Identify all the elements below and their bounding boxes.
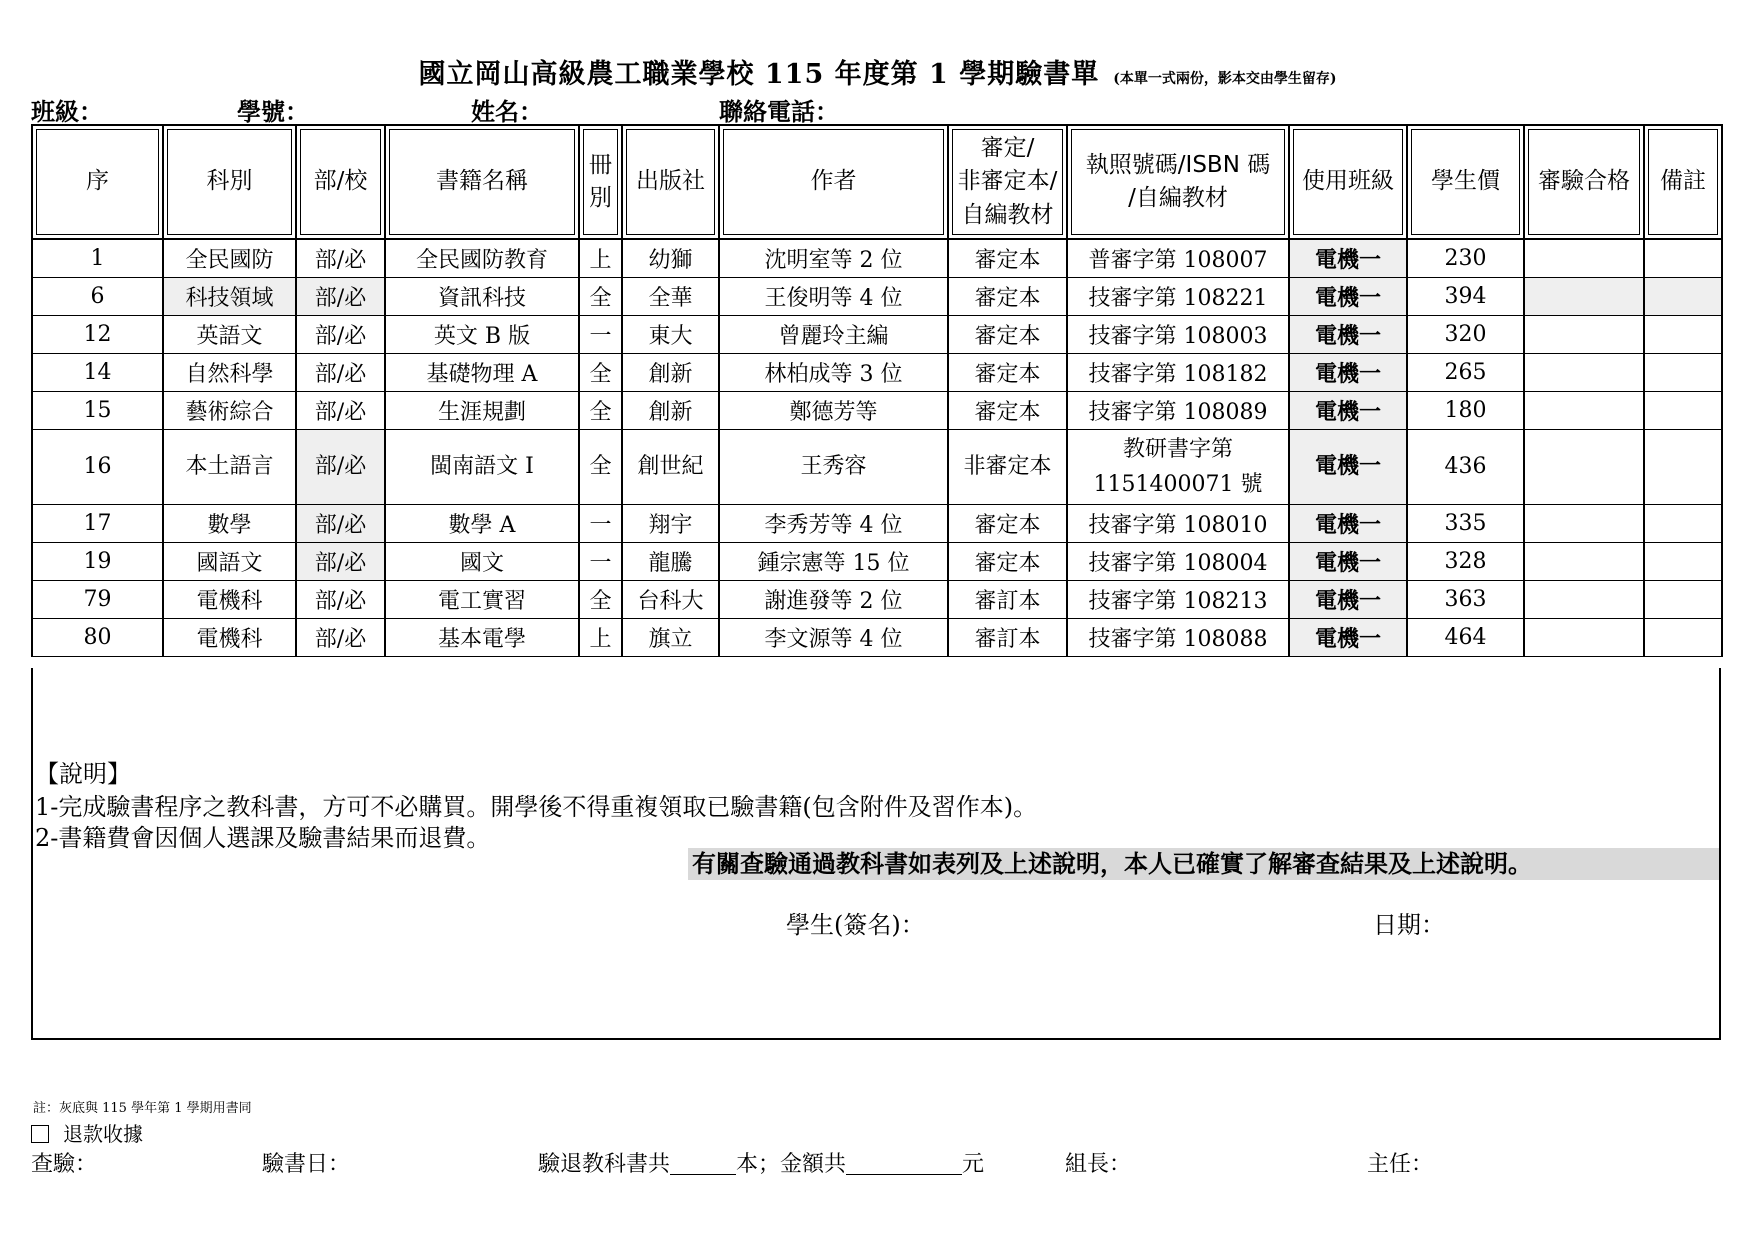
document-title [0, 52, 1755, 91]
cell-price: 436 [1407, 430, 1524, 505]
cell-author: 李文源等 4 位 [719, 619, 948, 657]
cell-class: 電機一 [1289, 239, 1407, 278]
student-signature-label: 學生(簽名)： [786, 911, 925, 939]
cell-class: 電機一 [1289, 505, 1407, 543]
cell-seq: 14 [32, 354, 163, 392]
cell-remark[interactable] [1644, 619, 1722, 657]
cell-inspection-pass[interactable] [1524, 619, 1644, 657]
cell-seq: 12 [32, 316, 163, 354]
cell-volume: 全 [579, 278, 622, 316]
name-label: 姓名： [471, 97, 543, 126]
column-header-class: 使用班級 [1289, 125, 1407, 239]
cell-seq: 17 [32, 505, 163, 543]
cell-inspection-pass[interactable] [1524, 392, 1644, 430]
cell-class: 電機一 [1289, 543, 1407, 581]
cell-inspection-pass[interactable] [1524, 505, 1644, 543]
cell-inspection-pass[interactable] [1524, 354, 1644, 392]
cell-price: 464 [1407, 619, 1524, 657]
phone-label: 聯絡電話： [719, 97, 839, 126]
cell-approval: 審訂本 [948, 581, 1067, 619]
cell-remark[interactable] [1644, 543, 1722, 581]
cell-book-name: 基本電學 [385, 619, 579, 657]
cell-seq: 15 [32, 392, 163, 430]
cell-type: 部/必 [296, 581, 385, 619]
column-header-volume: 冊 別 [579, 125, 622, 239]
column-header-book-name: 書籍名稱 [385, 125, 579, 239]
cell-author: 曾麗玲主編 [719, 316, 948, 354]
explanation-line-1: 1-完成驗書程序之教科書，方可不必購買。開學後不得重複領取已驗書籍(包含附件及習作本)。 [35, 793, 1038, 821]
cell-dept: 英語文 [163, 316, 296, 354]
cell-approval: 審訂本 [948, 619, 1067, 657]
table-row [32, 430, 1722, 505]
student-id-label: 學號： [237, 97, 309, 126]
cell-publisher: 台科大 [622, 581, 719, 619]
cell-author: 鍾宗憲等 15 位 [719, 543, 948, 581]
cell-publisher: 創新 [622, 354, 719, 392]
table-row [32, 505, 1722, 543]
cell-seq: 19 [32, 543, 163, 581]
cell-license-no: 技審字第 108004 [1067, 543, 1289, 581]
gray-shading-note: 註：灰底與 115 學年第 1 學期用書同 [33, 1101, 252, 1116]
cell-remark[interactable] [1644, 316, 1722, 354]
cell-approval: 審定本 [948, 505, 1067, 543]
table-row [32, 392, 1722, 430]
cell-volume: 一 [579, 316, 622, 354]
column-header-type: 部/校 [296, 125, 385, 239]
cell-type: 部/必 [296, 316, 385, 354]
book-table [31, 124, 1723, 657]
table-row [32, 278, 1722, 316]
column-header-remark: 備註 [1644, 125, 1722, 239]
cell-remark[interactable] [1644, 354, 1722, 392]
cell-type: 部/必 [296, 430, 385, 505]
cell-dept: 藝術綜合 [163, 392, 296, 430]
cell-book-name: 資訊科技 [385, 278, 579, 316]
table-row [32, 581, 1722, 619]
cell-dept: 數學 [163, 505, 296, 543]
cell-price: 363 [1407, 581, 1524, 619]
refund-receipt-label: 退款收據 [63, 1122, 143, 1146]
cell-type: 部/必 [296, 354, 385, 392]
cell-seq: 1 [32, 239, 163, 278]
cell-volume: 上 [579, 239, 622, 278]
cell-license-no: 普審字第 108007 [1067, 239, 1289, 278]
cell-price: 230 [1407, 239, 1524, 278]
cell-remark[interactable] [1644, 239, 1722, 278]
cell-license-no: 技審字第 108182 [1067, 354, 1289, 392]
cell-dept: 電機科 [163, 619, 296, 657]
refund-checkbox[interactable] [31, 1125, 49, 1143]
explanation-line-2: 2-書籍費會因個人選課及驗書結果而退費。 [35, 824, 491, 852]
cell-author: 王秀容 [719, 430, 948, 505]
director-label: 主任： [1367, 1152, 1434, 1177]
cell-book-name: 全民國防教育 [385, 239, 579, 278]
cell-class: 電機一 [1289, 354, 1407, 392]
cell-book-name: 數學 A [385, 505, 579, 543]
cell-publisher: 翔宇 [622, 505, 719, 543]
return-count-blank[interactable] [670, 1152, 736, 1175]
title-note: (本單一式兩份，影本交由學生留存) [1113, 71, 1337, 87]
cell-license-no: 技審字第 108213 [1067, 581, 1289, 619]
cell-publisher: 幼獅 [622, 239, 719, 278]
cell-license-no: 技審字第 108088 [1067, 619, 1289, 657]
cell-publisher: 東大 [622, 316, 719, 354]
inspect-label: 查驗： [31, 1152, 98, 1177]
table-row [32, 316, 1722, 354]
return-suffix: 元 [962, 1152, 985, 1177]
cell-class: 電機一 [1289, 316, 1407, 354]
return-mid: 本；金額共 [736, 1152, 847, 1177]
cell-type: 部/必 [296, 278, 385, 316]
column-header-license-no: 執照號碼/ISBN 碼 /自編教材 [1067, 125, 1289, 239]
cell-seq: 16 [32, 430, 163, 505]
cell-license-no: 教研書字第 1151400071 號 [1067, 430, 1289, 505]
cell-type: 部/必 [296, 543, 385, 581]
cell-price: 394 [1407, 278, 1524, 316]
cell-license-no: 技審字第 108221 [1067, 278, 1289, 316]
title-main: 國立岡山高級農工職業學校 115 年度第 1 學期驗書單 [418, 59, 1100, 90]
cell-author: 王俊明等 4 位 [719, 278, 948, 316]
column-header-price: 學生價 [1407, 125, 1524, 239]
cell-author: 李秀芳等 4 位 [719, 505, 948, 543]
table-row [32, 239, 1722, 278]
agreement-statement: 有關查驗通過教科書如表列及上述說明，本人已確實了解審查結果及上述說明。 [688, 848, 1719, 880]
cell-dept: 全民國防 [163, 239, 296, 278]
class-label: 班級： [31, 97, 103, 126]
cell-approval: 審定本 [948, 354, 1067, 392]
cell-inspection-pass[interactable] [1524, 581, 1644, 619]
cell-publisher: 旗立 [622, 619, 719, 657]
refund-receipt [31, 1118, 143, 1147]
cell-volume: 上 [579, 619, 622, 657]
column-header-approval: 審定/ 非審定本/ 自編教材 [948, 125, 1067, 239]
cell-seq: 79 [32, 581, 163, 619]
cell-price: 320 [1407, 316, 1524, 354]
return-amount-blank[interactable] [846, 1152, 962, 1175]
cell-class: 電機一 [1289, 581, 1407, 619]
cell-approval: 審定本 [948, 239, 1067, 278]
cell-book-name: 電工實習 [385, 581, 579, 619]
cell-price: 265 [1407, 354, 1524, 392]
cell-approval: 非審定本 [948, 430, 1067, 505]
return-summary [538, 1147, 984, 1178]
cell-book-name: 國文 [385, 543, 579, 581]
cell-book-name: 生涯規劃 [385, 392, 579, 430]
cell-author: 鄭德芳等 [719, 392, 948, 430]
cell-price: 328 [1407, 543, 1524, 581]
cell-remark[interactable] [1644, 581, 1722, 619]
group-leader-label: 組長： [1065, 1152, 1132, 1177]
cell-inspection-pass[interactable] [1524, 543, 1644, 581]
cell-seq: 6 [32, 278, 163, 316]
cell-dept: 自然科學 [163, 354, 296, 392]
cell-approval: 審定本 [948, 316, 1067, 354]
cell-publisher: 創新 [622, 392, 719, 430]
cell-price: 335 [1407, 505, 1524, 543]
sign-date-label: 日期： [1373, 911, 1445, 939]
explanation-heading: 【說明】 [35, 760, 131, 788]
cell-inspection-pass[interactable] [1524, 239, 1644, 278]
column-header-seq: 序 [32, 125, 163, 239]
cell-approval: 審定本 [948, 392, 1067, 430]
table-row [32, 543, 1722, 581]
cell-publisher: 龍騰 [622, 543, 719, 581]
cell-book-name: 基礎物理 A [385, 354, 579, 392]
cell-publisher: 全華 [622, 278, 719, 316]
cell-inspection-pass[interactable] [1524, 430, 1644, 505]
cell-volume: 一 [579, 505, 622, 543]
cell-author: 沈明室等 2 位 [719, 239, 948, 278]
return-prefix: 驗退教科書共 [538, 1152, 671, 1177]
cell-dept: 國語文 [163, 543, 296, 581]
cell-book-name: 英文 B 版 [385, 316, 579, 354]
cell-type: 部/必 [296, 505, 385, 543]
cell-class: 電機一 [1289, 392, 1407, 430]
column-header-inspection-pass: 審驗合格 [1524, 125, 1644, 239]
cell-book-name: 閩南語文 I [385, 430, 579, 505]
cell-license-no: 技審字第 108010 [1067, 505, 1289, 543]
table-header-row [32, 125, 1722, 239]
cell-approval: 審定本 [948, 543, 1067, 581]
cell-class: 電機一 [1289, 619, 1407, 657]
cell-remark[interactable] [1644, 505, 1722, 543]
cell-remark[interactable] [1644, 278, 1722, 316]
cell-publisher: 創世紀 [622, 430, 719, 505]
cell-approval: 審定本 [948, 278, 1067, 316]
cell-volume: 一 [579, 543, 622, 581]
cell-volume: 全 [579, 392, 622, 430]
cell-license-no: 技審字第 108003 [1067, 316, 1289, 354]
cell-author: 謝進發等 2 位 [719, 581, 948, 619]
cell-author: 林柏成等 3 位 [719, 354, 948, 392]
cell-class: 電機一 [1289, 278, 1407, 316]
cell-type: 部/必 [296, 239, 385, 278]
column-header-author: 作者 [719, 125, 948, 239]
cell-dept: 電機科 [163, 581, 296, 619]
cell-seq: 80 [32, 619, 163, 657]
cell-remark[interactable] [1644, 392, 1722, 430]
cell-remark[interactable] [1644, 430, 1722, 505]
cell-license-no: 技審字第 108089 [1067, 392, 1289, 430]
cell-dept: 科技領域 [163, 278, 296, 316]
column-header-dept: 科別 [163, 125, 296, 239]
cell-inspection-pass[interactable] [1524, 278, 1644, 316]
cell-type: 部/必 [296, 619, 385, 657]
cell-class: 電機一 [1289, 430, 1407, 505]
table-row [32, 619, 1722, 657]
cell-type: 部/必 [296, 392, 385, 430]
table-row [32, 354, 1722, 392]
column-header-publisher: 出版社 [622, 125, 719, 239]
cell-volume: 全 [579, 430, 622, 505]
cell-inspection-pass[interactable] [1524, 316, 1644, 354]
cell-price: 180 [1407, 392, 1524, 430]
cell-volume: 全 [579, 581, 622, 619]
cell-dept: 本土語言 [163, 430, 296, 505]
cell-volume: 全 [579, 354, 622, 392]
inspect-date-label: 驗書日： [262, 1152, 351, 1177]
